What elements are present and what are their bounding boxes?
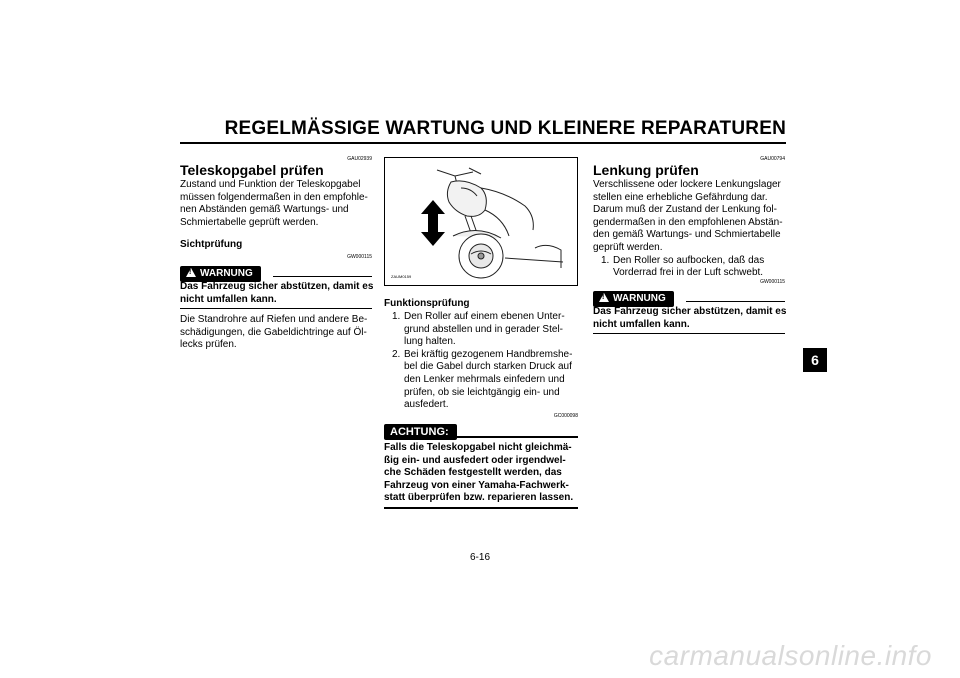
page-number: 6-16	[469, 552, 490, 563]
visual-check-heading: Sichtprüfung	[180, 239, 243, 250]
watermark: carmanualsonline.info	[649, 640, 932, 671]
caution-badge: ACHTUNG:	[384, 422, 457, 440]
fork-intro: Zustand und Funktion der Teleskopgabel müssen folgendermaßen in den empfohle- nen Abständen gemäß Wartungs- und Schmiertabelle geprüft werden.	[180, 179, 368, 228]
visual-check-text: Die Standrohre auf Riefen und andere Be- schädigungen, die Gabeldichtringe auf Öl- lecks prüfen.	[180, 314, 368, 351]
warning-text: Das Fahrzeug sicher abstützen, damit es nicht umfallen kann.	[180, 281, 374, 305]
warning-text: Das Fahrzeug sicher abstützen, damit es nicht umfallen kann.	[593, 306, 787, 330]
section-heading-fork: Teleskopgabel prüfen	[180, 162, 324, 178]
warning-end-rule	[593, 333, 785, 334]
list-item: 1. Den Roller so aufbocken, daß das Vorderrad frei in der Luft schwebt.	[601, 254, 765, 279]
list-item: 1. Den Roller auf einem ebenen Unter- grund abstellen und in gerader Stel- lung halten.	[392, 311, 565, 348]
steering-intro: Verschlissene oder lockere Lenkungslager stellen eine erhebliche Gefährdung dar. Darum muß der Zustand der Lenkung fol- gendermaßen in den empfohlenen Abstän- den gemäß Wartungs- und Schmiertabelle geprüft werden. 1. Den Roller so aufbocken, daß das Vorderrad frei in der Luft schwebt.	[593, 179, 793, 280]
caution-rule	[456, 436, 578, 438]
warning-end-rule	[180, 308, 372, 309]
page-header-title: REGELMÄSSIGE WARTUNG UND KLEINERE REPARATUREN	[224, 118, 786, 139]
caution-code: GC000098	[553, 413, 578, 419]
warning-badge: !WARNUNG	[180, 263, 261, 282]
chapter-tab: 6	[803, 348, 827, 372]
warning-code: GW000115	[347, 254, 372, 260]
section-heading-steering: Lenkung prüfen	[593, 162, 699, 178]
section-code: GAU00794	[760, 156, 785, 162]
warning-rule	[273, 276, 372, 277]
function-check-heading: Funktionsprüfung	[384, 298, 470, 309]
header-rule	[180, 142, 786, 144]
warning-code: GW000115	[760, 279, 785, 285]
list-item: 2. Bei kräftig gezogenem Handbremshe- bel die Gabel durch starken Druck auf den Lenker mehrmals einfedern und prüfen, ob sie leichtgängig ein- und ausfedert.	[392, 348, 573, 411]
figure-code: ZAUM0159	[391, 274, 412, 279]
function-check-steps	[384, 311, 584, 412]
scooter-illustration	[385, 158, 577, 285]
warning-rule	[686, 301, 785, 302]
compression-arrow-icon	[421, 200, 445, 246]
warning-triangle-icon	[186, 268, 196, 277]
warning-badge: !WARNUNG	[593, 288, 674, 307]
warning-triangle-icon	[599, 293, 609, 302]
scooter-fork-figure	[384, 157, 578, 286]
caution-text: Falls die Teleskopgabel nicht gleichmä- ßig ein- und ausfedert oder irgendwel- che Schäden festgestellt werden, das Fahrzeug von einer Yamaha-Fachwerk- statt überprüfen bzw. reparieren lassen.	[384, 442, 574, 504]
caution-end-rule	[384, 507, 578, 509]
section-code: GAU02939	[347, 156, 372, 162]
